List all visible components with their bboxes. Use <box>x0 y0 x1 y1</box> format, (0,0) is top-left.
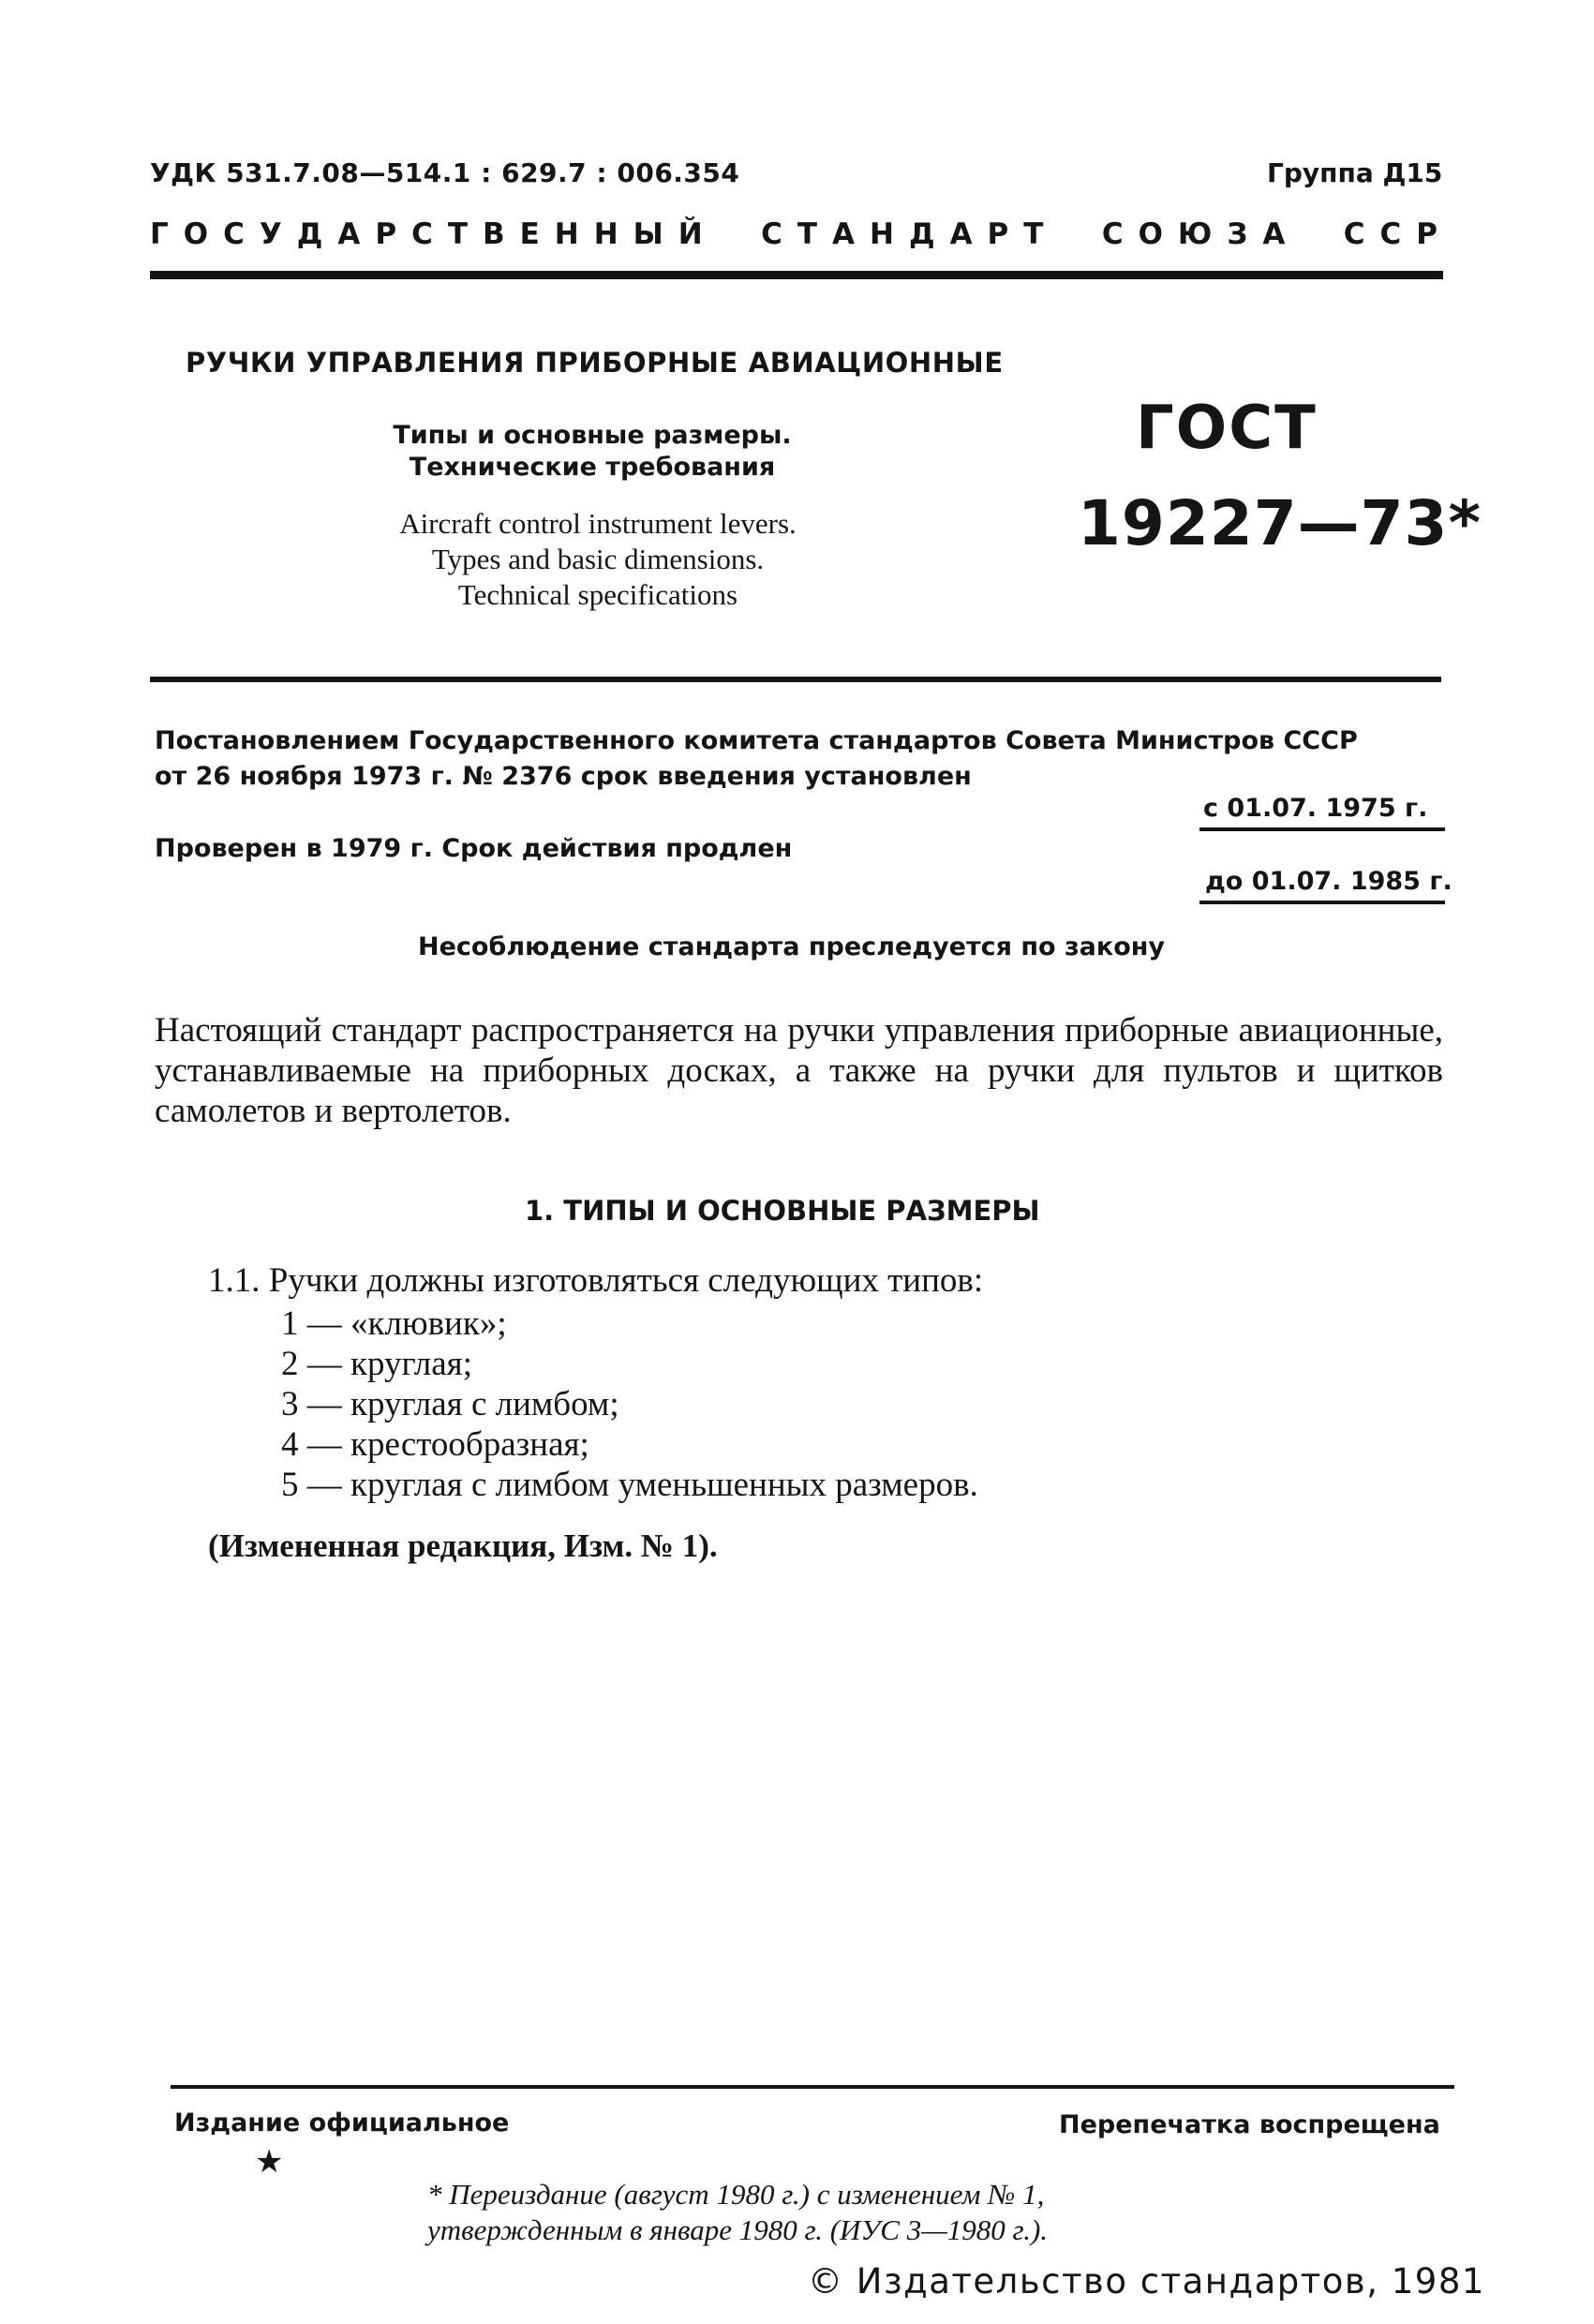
list-item: 5 — круглая с лимбом уменьшенных размеров. <box>281 1466 978 1504</box>
effective-from-date: с 01.07. 1975 г. <box>1203 794 1428 823</box>
list-item: 4 — крестообразная; <box>281 1425 589 1464</box>
types-list <box>281 1304 978 1505</box>
subtitle-en-line: Technical specifications <box>457 578 738 611</box>
subtitle-en <box>307 506 888 613</box>
state-standard-banner <box>150 217 1452 251</box>
banner-word: СТАНДАРТ <box>761 217 1059 251</box>
banner-word: СОЮЗА <box>1101 217 1301 251</box>
list-item: 1 — «клювик»; <box>281 1304 507 1343</box>
gost-number: 19227—73* <box>1078 487 1482 559</box>
clause-1-1: 1.1. Ручки должны изготовляться следующих типов: <box>208 1261 984 1300</box>
subtitle-ru-line: Технические требования <box>409 453 776 482</box>
date-underline <box>1199 827 1445 831</box>
decree-line: от 26 ноября 1973 г. № 2376 срок введения установлен <box>155 762 972 791</box>
udk-code: УДК 531.7.08—514.1 : 629.7 : 006.354 <box>150 157 740 188</box>
gost-label: ГОСТ <box>1136 394 1318 463</box>
subtitle-ru-line: Типы и основные размеры. <box>393 421 792 450</box>
list-item: 2 — круглая; <box>281 1345 472 1383</box>
banner-word: ГОСУДАРСТВЕННЫЙ <box>150 217 718 251</box>
subtitle-en-line: Types and basic dimensions. <box>431 543 765 575</box>
reissue-note <box>427 2177 1271 2248</box>
publisher-copyright: © Издательство стандартов, 1981 <box>808 2261 1485 2302</box>
date-underline <box>1199 901 1445 904</box>
group-code: Группа Д15 <box>1267 157 1443 188</box>
effective-to-date: до 01.07. 1985 г. <box>1205 867 1452 896</box>
section-rule <box>150 677 1441 682</box>
reissue-line: * Переиздание (август 1980 г.) с изменением № 1, <box>427 2178 1045 2211</box>
revision-note: Проверен в 1979 г. Срок действия продлен <box>155 834 793 863</box>
decree-text <box>155 723 1448 795</box>
section-heading: 1. ТИПЫ И ОСНОВНЫЕ РАЗМЕРЫ <box>525 1195 1040 1227</box>
star-icon: ★ <box>255 2144 284 2180</box>
list-item: 3 — круглая с лимбом; <box>281 1385 619 1423</box>
reprint-prohibited-label: Перепечатка воспрещена <box>1059 2110 1440 2139</box>
subtitle-en-line: Aircraft control instrument levers. <box>399 507 797 540</box>
intro-paragraph: Настоящий стандарт распространяется на ручки управления приборные авиационные, устанавливаемые на приборных досках, а также на ручки для пультов и щитков самолетов и вертолетов. <box>155 1011 1443 1130</box>
banner-word: ССР <box>1343 217 1452 251</box>
document-title: РУЧКИ УПРАВЛЕНИЯ ПРИБОРНЫЕ АВИАЦИОННЫЕ <box>186 347 1004 379</box>
reissue-line: утвержденным в январе 1980 г. (ИУС 3—1980 г.). <box>427 2213 1049 2246</box>
subtitle-ru <box>330 420 855 484</box>
header-rule <box>150 271 1443 279</box>
amendment-note: (Измененная редакция, Изм. № 1). <box>208 1527 718 1564</box>
official-edition-label: Издание официальное <box>174 2108 510 2138</box>
law-notice: Несоблюдение стандарта преследуется по закону <box>418 932 1166 961</box>
footer-rule <box>171 2085 1454 2089</box>
decree-line: Постановлением Государственного комитета стандартов Совета Министров СССР <box>155 726 1358 755</box>
